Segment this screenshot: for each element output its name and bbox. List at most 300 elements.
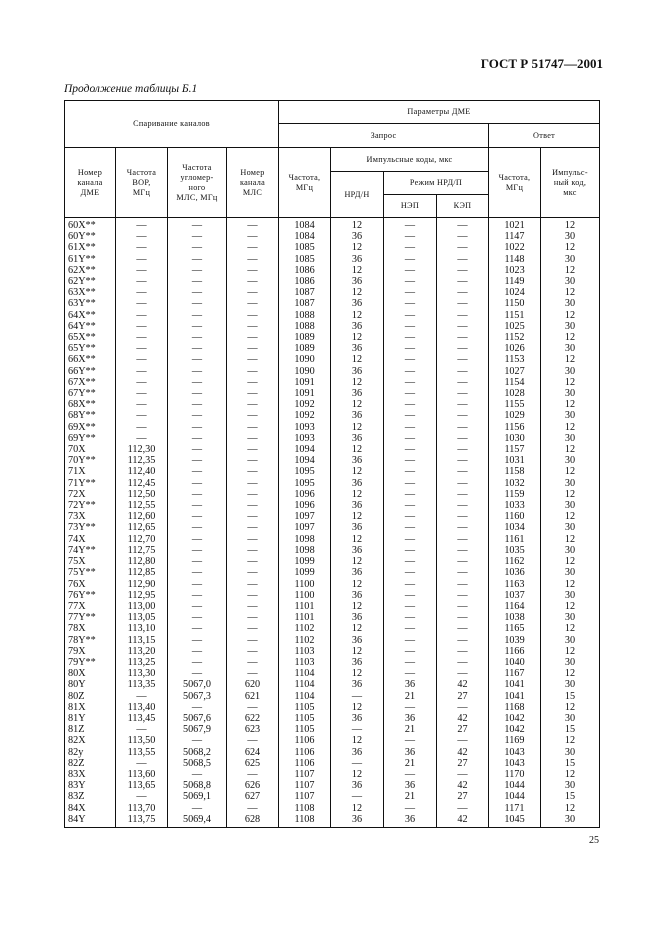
table-cell: 36 [331,254,384,265]
table-cell: 112,90 [116,579,168,590]
header-mls-angle-frequency: Частота угломер- ного МЛС, МГц [168,148,227,218]
table-cell: 12 [541,354,600,365]
table-cell: 36 [384,747,437,758]
table-row [65,780,600,791]
table-cell: — [168,522,227,533]
table-cell: 30 [541,500,600,511]
table-cell: — [384,601,437,612]
table-cell: — [168,332,227,343]
table-cell: 1030 [489,433,541,444]
table-cell: — [384,579,437,590]
table-cell: — [437,422,489,433]
table-cell: 27 [437,791,489,802]
header-mode-nrd-p: Режим НРД/П [384,172,489,195]
table-cell: 30 [541,780,600,791]
table-cell: 30 [541,679,600,690]
table-cell: 12 [541,399,600,410]
table-cell: 12 [331,218,384,232]
table-cell: 30 [541,590,600,601]
table-cell: — [384,455,437,466]
table-cell: — [437,343,489,354]
table-cell: — [227,534,279,545]
table-cell: 66X** [65,354,116,365]
table-cell: — [116,276,168,287]
table-cell: — [168,635,227,646]
table-cell: — [227,231,279,242]
table-cell: 80Z [65,691,116,702]
table-cell: 12 [541,265,600,276]
table-cell: — [227,668,279,679]
table-cell: — [168,735,227,746]
table-cell: — [116,218,168,232]
table-cell: 36 [331,545,384,556]
table-cell: — [437,612,489,623]
table-cell: 12 [541,377,600,388]
table-cell: 12 [331,534,384,545]
table-cell: 63X** [65,287,116,298]
table-cell: — [227,276,279,287]
table-cell: 113,70 [116,803,168,814]
table-cell: — [227,601,279,612]
table-cell: 12 [331,601,384,612]
table-cell: 113,40 [116,702,168,713]
table-cell: — [168,556,227,567]
table-cell: 1106 [279,735,331,746]
table-cell: — [384,410,437,421]
table-cell: 1032 [489,478,541,489]
table-cell: 30 [541,814,600,828]
table-cell: — [168,668,227,679]
table-cell: — [384,478,437,489]
table-cell: 36 [331,388,384,399]
table-cell: 1094 [279,444,331,455]
table-cell: 1086 [279,265,331,276]
table-cell: 76Y** [65,590,116,601]
table-cell: — [384,354,437,365]
table-cell: 36 [331,679,384,690]
table-cell: 1164 [489,601,541,612]
table-cell: 12 [541,422,600,433]
table-cell: 1105 [279,713,331,724]
table-cell: — [384,522,437,533]
table-row [65,724,600,735]
table-row [65,265,600,276]
table-cell: — [168,702,227,713]
table-cell: — [384,366,437,377]
table-cell: — [384,298,437,309]
table-cell: 1169 [489,735,541,746]
table-cell: 71X [65,466,116,477]
table-cell: 1108 [279,803,331,814]
table-cell: 12 [541,579,600,590]
table-cell: 1089 [279,343,331,354]
table-row [65,321,600,332]
table-cell: 12 [541,735,600,746]
table-cell: — [384,287,437,298]
table-cell: 30 [541,478,600,489]
table-cell: 62X** [65,265,116,276]
table-cell: — [384,567,437,578]
table-cell: 71Y** [65,478,116,489]
table-cell: 84Y [65,814,116,828]
table-cell: — [437,321,489,332]
table-cell: — [227,332,279,343]
table-row [65,814,600,828]
table-cell: 1096 [279,500,331,511]
table-cell: 21 [384,791,437,802]
table-row [65,612,600,623]
table-cell: 83Z [65,791,116,802]
table-cell: — [227,623,279,634]
table-cell: 12 [541,534,600,545]
table-cell: 1042 [489,724,541,735]
table-cell: 1096 [279,489,331,500]
table-cell: 42 [437,679,489,690]
table-cell: — [116,366,168,377]
table-cell: — [437,388,489,399]
table-cell: — [168,218,227,232]
table-row [65,242,600,253]
table-cell: — [384,590,437,601]
standard-designation: ГОСТ Р 51747—2001 [480,56,603,71]
table-cell: 81Z [65,724,116,735]
table-row [65,545,600,556]
table-cell: — [116,242,168,253]
table-row [65,657,600,668]
table-cell: 30 [541,298,600,309]
table-cell: — [116,410,168,421]
table-cell: — [116,231,168,242]
table-cell: 12 [331,803,384,814]
table-cell: — [227,567,279,578]
table-cell: 1156 [489,422,541,433]
table-cell: 12 [541,444,600,455]
table-cell: 113,20 [116,646,168,657]
table-cell: 113,60 [116,769,168,780]
table-cell: 1102 [279,635,331,646]
table-cell: 15 [541,724,600,735]
table-cell: — [384,332,437,343]
table-cell: 1038 [489,612,541,623]
table-cell: 30 [541,747,600,758]
table-cell: 80Y [65,679,116,690]
table-cell: — [116,388,168,399]
table-cell: 1087 [279,298,331,309]
table-cell: 12 [331,377,384,388]
table-cell: — [227,444,279,455]
table-cell: 1028 [489,388,541,399]
table-cell: 12 [331,769,384,780]
header-vor-frequency: Частота ВОР, МГц [116,148,168,218]
table-cell: 69Y** [65,433,116,444]
table-cell: — [227,657,279,668]
table-cell: 27 [437,691,489,702]
table-cell: 1021 [489,218,541,232]
table-cell: 12 [331,646,384,657]
header-dme-channel: Номер канала ДМЕ [65,148,116,218]
table-cell: 1151 [489,310,541,321]
table-cell: 77X [65,601,116,612]
table-cell: 36 [331,522,384,533]
table-cell: — [227,354,279,365]
table-cell: 113,65 [116,780,168,791]
table-cell: 62Y** [65,276,116,287]
table-cell: — [116,298,168,309]
table-cell: — [116,287,168,298]
table-cell: — [384,769,437,780]
table-cell: 12 [541,702,600,713]
table-cell: — [168,298,227,309]
table-cell: 65X** [65,332,116,343]
table-cell: — [116,399,168,410]
table-row [65,500,600,511]
table-cell: 1026 [489,343,541,354]
table-cell: 1162 [489,556,541,567]
table-cell: — [227,466,279,477]
table-cell: 12 [541,668,600,679]
table-body [65,218,600,828]
table-cell: 36 [331,612,384,623]
table-cell: — [437,657,489,668]
table-cell: — [437,231,489,242]
table-cell: — [116,321,168,332]
table-cell: 1104 [279,691,331,702]
table-cell: 12 [541,511,600,522]
table-cell: 113,45 [116,713,168,724]
table-cell: 63Y** [65,298,116,309]
table-row [65,769,600,780]
table-cell: — [168,579,227,590]
table-cell: — [437,735,489,746]
table-cell: 113,35 [116,679,168,690]
table-cell: 30 [541,321,600,332]
table-cell: 36 [331,410,384,421]
table-cell: — [437,310,489,321]
table-cell: 12 [541,242,600,253]
table-cell: — [437,567,489,578]
table-cell: — [168,612,227,623]
table-cell: 1100 [279,590,331,601]
table-cell: 113,55 [116,747,168,758]
table-cell: — [168,590,227,601]
table-cell: 12 [331,310,384,321]
table-cell: — [168,354,227,365]
table-cell: 113,50 [116,735,168,746]
table-cell: — [116,332,168,343]
table-cell: — [227,735,279,746]
table-cell: 12 [331,287,384,298]
table-cell: — [384,377,437,388]
table-cell: 12 [541,803,600,814]
table-cell: — [384,399,437,410]
table-cell: 112,65 [116,522,168,533]
table-row [65,399,600,410]
table-cell: — [168,287,227,298]
table-cell: — [168,511,227,522]
table-cell: — [116,433,168,444]
table-cell: — [437,668,489,679]
table-cell: 1042 [489,713,541,724]
table-cell: — [227,489,279,500]
table-cell: 77Y** [65,612,116,623]
header-pulse-codes: Импульсные коды, мкс [331,148,489,172]
table-cell: 1166 [489,646,541,657]
table-row [65,444,600,455]
table-cell: 27 [437,758,489,769]
table-cell: — [437,455,489,466]
table-cell: — [384,534,437,545]
dme-channel-table [64,100,600,828]
table-cell: 112,40 [116,466,168,477]
table-cell: 12 [331,332,384,343]
table-cell: 113,10 [116,623,168,634]
table-cell: 1108 [279,814,331,828]
table-cell: — [437,545,489,556]
table-row [65,747,600,758]
table-cell: — [168,444,227,455]
table-cell: 1158 [489,466,541,477]
header-dme-parameters: Параметры ДМЕ [279,101,600,124]
table-cell: 1163 [489,579,541,590]
table-cell: 82X [65,735,116,746]
table-cell: 112,75 [116,545,168,556]
table-cell: — [227,265,279,276]
table-cell: — [168,545,227,556]
table-cell: 80X [65,668,116,679]
table-cell: 30 [541,388,600,399]
table-cell: 15 [541,791,600,802]
table-cell: — [168,500,227,511]
table-cell: — [437,242,489,253]
table-cell: 1039 [489,635,541,646]
table-cell: 12 [331,623,384,634]
table-cell: — [384,668,437,679]
table-cell: 1091 [279,377,331,388]
table-cell: — [227,803,279,814]
table-cell: 112,60 [116,511,168,522]
table-cell: 620 [227,679,279,690]
table-cell: 5068,2 [168,747,227,758]
table-cell: — [227,422,279,433]
table-row [65,433,600,444]
table-cell: 12 [331,556,384,567]
table-cell: — [384,388,437,399]
table-cell: 82Z [65,758,116,769]
table-cell: 12 [541,601,600,612]
table-cell: — [384,321,437,332]
table-cell: 1159 [489,489,541,500]
table-cell: 623 [227,724,279,735]
table-cell: — [227,511,279,522]
table-cell: 12 [541,769,600,780]
table-cell: 79Y** [65,657,116,668]
table-cell: 30 [541,567,600,578]
table-cell: — [227,455,279,466]
table-cell: 5067,6 [168,713,227,724]
table-cell: 112,30 [116,444,168,455]
table-cell: 36 [331,231,384,242]
table-cell: — [116,691,168,702]
table-cell: 5069,1 [168,791,227,802]
table-cell: 42 [437,747,489,758]
table-cell: 113,75 [116,814,168,828]
table-cell: 621 [227,691,279,702]
table-row [65,567,600,578]
table-cell: 12 [541,332,600,343]
table-cell: 72X [65,489,116,500]
table-cell: 12 [541,466,600,477]
table-cell: — [384,803,437,814]
table-cell: 15 [541,758,600,769]
table-row [65,691,600,702]
table-row [65,298,600,309]
table-cell: — [437,702,489,713]
table-cell: 70X [65,444,116,455]
table-cell: 112,80 [116,556,168,567]
table-cell: 113,00 [116,601,168,612]
table-cell: 67X** [65,377,116,388]
table-cell: — [227,500,279,511]
table-cell: 21 [384,724,437,735]
table-cell: — [437,354,489,365]
table-cell: — [227,702,279,713]
table-row [65,522,600,533]
table-row [65,231,600,242]
table-row [65,388,600,399]
table-cell: 1084 [279,218,331,232]
table-cell: 12 [331,466,384,477]
table-cell: 1031 [489,455,541,466]
table-cell: 1029 [489,410,541,421]
table-cell: — [437,410,489,421]
table-cell: 36 [331,321,384,332]
table-cell: — [384,646,437,657]
table-row [65,366,600,377]
table-row [65,556,600,567]
table-row [65,623,600,634]
table-cell: 12 [541,310,600,321]
table-cell: — [437,254,489,265]
table-cell: 1150 [489,298,541,309]
table-cell: 12 [541,287,600,298]
table-cell: — [437,287,489,298]
table-cell: 12 [331,422,384,433]
table-cell: — [384,500,437,511]
table-cell: 69X** [65,422,116,433]
table-row [65,635,600,646]
table-cell: — [384,231,437,242]
table-cell: — [168,410,227,421]
table-cell: 5067,0 [168,679,227,690]
table-row [65,590,600,601]
table-cell: 60X** [65,218,116,232]
table-cell: 112,55 [116,500,168,511]
table-cell: 1098 [279,534,331,545]
header-nrd-n: НРД/Н [331,172,384,218]
table-row [65,343,600,354]
table-cell: 1041 [489,691,541,702]
table-cell: — [168,388,227,399]
table-cell: — [437,444,489,455]
table-cell: 622 [227,713,279,724]
table-cell: — [384,254,437,265]
table-cell: 30 [541,635,600,646]
table-cell: 36 [331,657,384,668]
table-row [65,276,600,287]
table-cell: 1104 [279,668,331,679]
table-row [65,511,600,522]
table-cell: 1091 [279,388,331,399]
